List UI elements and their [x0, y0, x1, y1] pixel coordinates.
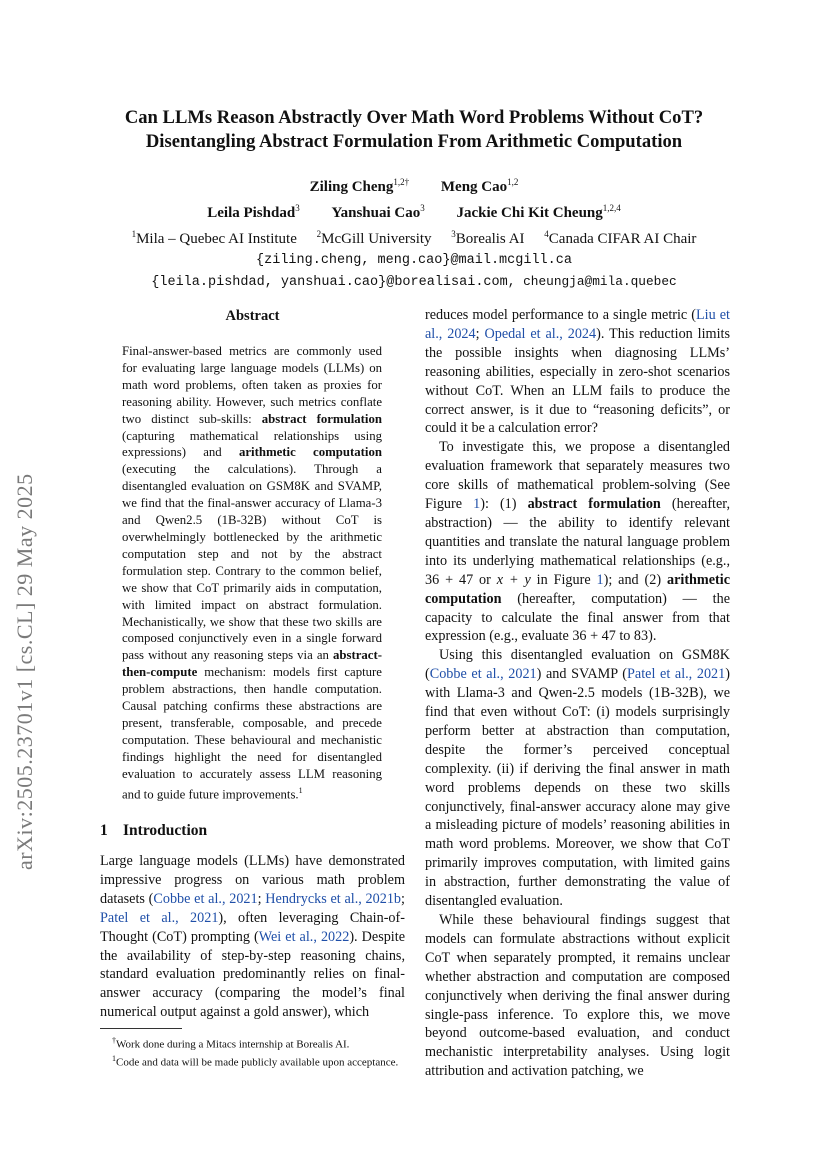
affil-mark: 1 — [131, 229, 137, 239]
body-text: ) and SVAMP ( — [536, 666, 628, 683]
body-text: ; — [475, 325, 485, 342]
abstract-bold: arithmetic computation — [238, 445, 382, 460]
author-block — [60, 172, 768, 293]
body-text: ), often leveraging Chain-of-Thought (CoT) prompting ( — [100, 909, 405, 945]
section-heading — [100, 822, 207, 840]
abstract-text: (capturing mathematical relationships using expressions) and — [122, 428, 382, 460]
author-line-1 — [60, 172, 768, 198]
body-text: (hereafter, computation) — the capacity to calculate the final answer from that expression (e.g., evaluate 36 + 47 to 83). — [425, 590, 730, 645]
footnote-text: Code and data will be made publicly available upon acceptance. — [116, 1056, 399, 1069]
section-number: 1 — [100, 822, 108, 839]
title-line-2: Disentangling Abstract Formulation From Arithmetic Computation — [145, 131, 683, 152]
body-text: To investigate this, we propose a disentangled evaluation framework that separately measures two core skills of mathematical problem-solving (See Figure — [425, 439, 730, 513]
author-name: Yanshuai Cao — [331, 205, 421, 221]
body-paragraph — [425, 646, 730, 911]
body-text: in Figure — [530, 571, 597, 588]
author-affil-mark: 3 — [295, 203, 300, 213]
author-line-2 — [60, 198, 768, 224]
author-affil-mark: 1,2 — [507, 177, 519, 187]
abstract-paragraph — [122, 343, 382, 803]
author-name: Leila Pishdad — [207, 205, 296, 221]
affiliation: Canada CIFAR AI Chair — [548, 231, 697, 247]
author-affil-mark: 3 — [420, 203, 425, 213]
email-line-2 — [60, 271, 768, 293]
author-name: Jackie Chi Kit Cheung — [456, 205, 603, 221]
citation-link[interactable]: Liu et al., 2024 — [425, 307, 730, 342]
footnote — [100, 1034, 405, 1052]
abstract-body — [122, 343, 382, 803]
bold-term: abstract formulation — [527, 496, 661, 513]
abstract-heading: Abstract — [225, 308, 280, 324]
abstract-text: mechanism: models first capture problem abstractions, then handle computation. Causal patching confirms these abstractions are present, transferable, composable, and precede computation. These behavioural and mechanistic findings highlight the need for disentangled evaluation to accurately assess LLM reasoning and to guide future improvements. — [122, 665, 382, 801]
citation-link[interactable]: Patel et al., 2021 — [100, 909, 219, 926]
figure-link[interactable]: 1 — [596, 571, 604, 588]
affiliation: Mila – Quebec AI Institute — [136, 231, 297, 247]
citation-link[interactable]: Patel et al., 2021 — [627, 666, 726, 683]
abstract-text: (executing the calculations). Through a disentangled evaluation on GSM8K and SVAMP, we find that the final-answer accuracy of Llama-3 and Qwen2.5 (1B-32B) without CoT is overwhelmingly bottlenecked by the arithmetic computation step and not by the abstract formulation step. Contrary to the common belief, we show that CoT primarily aids in computation, with limited impact on abstract formulation. Mechanistically, we show that these two skills are composed conjunctively even in a single forward pass without any reasoning steps via an — [122, 462, 382, 663]
body-text: Using this disentangled evaluation on GSM8K ( — [425, 647, 730, 683]
footnote-marker: † — [112, 1036, 116, 1045]
citation-link[interactable]: Opedal et al., 2024 — [484, 325, 597, 342]
affil-mark: 2 — [316, 229, 322, 239]
affiliation: McGill University — [321, 231, 432, 247]
body-text: ; — [401, 890, 405, 907]
body-text: ): (1) — [480, 496, 528, 513]
body-text: ). This reduction limits the possible insights when diagnosing LLMs’ reasoning abilities, especially in zero-shot scenarios without CoT. When an LLM fails to produce the correct answer, is it due to “reasoning deficits”, or could it be a calculation error? — [425, 325, 730, 437]
math-expression: x + y — [496, 571, 531, 588]
citation-link[interactable]: Cobbe et al., 2021 — [153, 890, 258, 907]
figure-link[interactable]: 1 — [473, 496, 481, 513]
intro-paragraph — [100, 852, 405, 1022]
body-text: Large language models (LLMs) have demonstrated impressive progress on various math problem datasets ( — [100, 853, 405, 907]
affiliation: Borealis AI — [455, 231, 525, 247]
email: , cheungja@mila.quebec — [507, 274, 677, 289]
right-column-body — [425, 306, 730, 1081]
footnote-marker: 1 — [112, 1053, 116, 1063]
body-text: ). Despite the availability of step-by-step reasoning chains, standard evaluation predominantly relies on final-answer accuracy (comparing the model’s final numerical output against a gold answer), which — [100, 928, 405, 1021]
affiliation-line — [60, 224, 768, 250]
citation-link[interactable]: Wei et al., 2022 — [258, 928, 350, 945]
body-text: ; — [257, 890, 266, 907]
bold-term: arithmetic computation — [425, 571, 731, 607]
abstract-text: Final-answer-based metrics are commonly used for evaluating large language models (LLMs) on math word problems, often taken as proxies for reasoning ability. However, such metrics conflate two distinct sub-skills: — [122, 344, 382, 426]
citation-link[interactable]: Hendrycks et al., 2021b — [265, 890, 402, 907]
body-paragraph — [425, 438, 730, 646]
footnotes — [100, 1034, 405, 1069]
paper-title — [90, 106, 738, 154]
footnote-rule — [100, 1028, 182, 1029]
author-affil-mark: 1,2† — [393, 177, 410, 187]
affil-mark: 4 — [544, 229, 549, 239]
footnote — [100, 1052, 405, 1070]
author-name: Ziling Cheng — [309, 179, 394, 195]
title-line-1: Can LLMs Reason Abstractly Over Math Word Problems Without CoT? — [124, 107, 704, 128]
email: {leila.pishdad, yanshuai.cao}@borealisai.com — [151, 275, 508, 290]
left-column-body — [100, 852, 405, 1022]
author-affil-mark: 1,2,4 — [602, 203, 621, 213]
author-name: Meng Cao — [440, 179, 508, 195]
abstract-bold: abstract formulation — [261, 411, 382, 426]
body-text: reduces model performance to a single metric ( — [425, 307, 696, 323]
footnote-text: Work done during a Mitacs internship at Borealis AI. — [116, 1038, 350, 1051]
body-paragraph — [425, 911, 730, 1081]
citation-link[interactable]: Cobbe et al., 2021 — [429, 666, 537, 683]
body-text: (hereafter, abstraction) — the ability to identify relevant quantities and translate the natural language problem into its underlying mathematical relationships (e.g., 36 + 47 or — [425, 496, 730, 588]
section-title: Introduction — [123, 822, 208, 839]
body-text: While these behavioural findings suggest that models can formulate abstractions without explicit CoT when separately prompted, it remains unclear whether abstraction and computation are composed conjunctively when deriving the final answer during single-pass inference. To explore this, we move beyond outcome-based evaluation, and conduct mechanistic interpretability analyses. Using logit attribution and activation patching, we — [425, 912, 730, 1080]
affil-mark: 3 — [451, 229, 456, 239]
abstract-bold: abstract-then-compute — [122, 648, 382, 680]
arxiv-identifier: arXiv:2505.23701v1 [cs.CL] 29 May 2025 — [12, 473, 37, 870]
body-text: ) with Llama-3 and Qwen-2.5 models (1B-32B), we find that even without CoT: (i) models surprisingly perform better at abstraction than computation, despite the former’s perceived conceptual complexity. (ii) if deriving the final answer in math word problems depends on these two skills conjunctively, final-answer accuracy alone may give a misleading picture of models’ reasoning abilities in math word problems. Moreover, we show that CoT primarily improves computation, with limited gains in abstraction, further demonstrating the value of disentangled evaluation. — [425, 666, 730, 910]
body-paragraph — [425, 306, 730, 438]
body-text: ); and (2) — [603, 571, 667, 588]
footnote-marker: 1 — [298, 785, 303, 795]
email-line-1: {ziling.cheng, meng.cao}@mail.mcgill.ca — [256, 253, 572, 268]
